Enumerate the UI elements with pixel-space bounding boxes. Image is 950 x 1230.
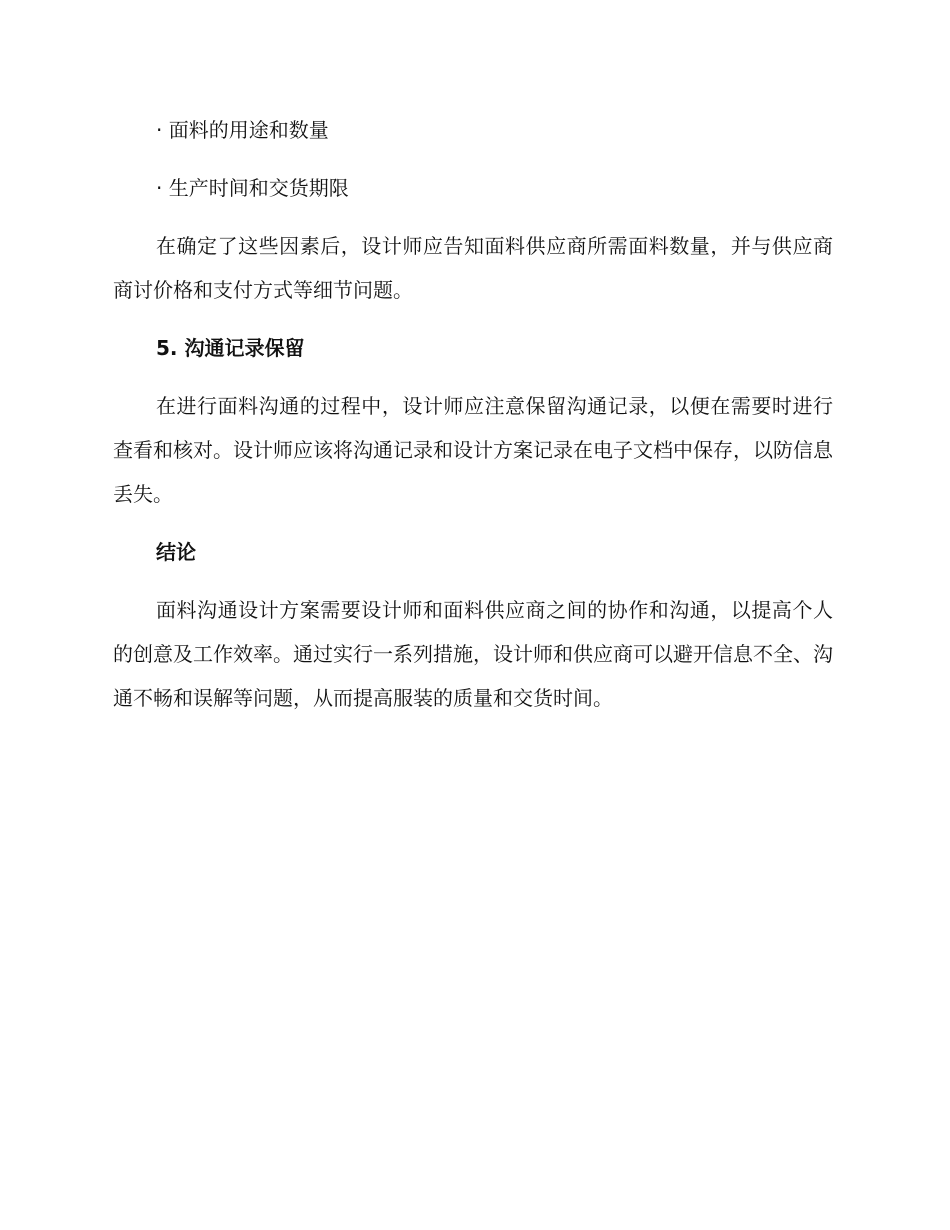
paragraph-conclusion: 面料沟通设计方案需要设计师和面料供应商之间的协作和沟通，以提高个人的创意及工作效率。通过实行一系列措施，设计师和供应商可以避开信息不全、沟通不畅和误解等问题，从而提高服装的质量和交货时间。 xyxy=(113,598,833,710)
paragraph-communication-records: 在进行面料沟通的过程中，设计师应注意保留沟通记录，以便在需要时进行查看和核对。设计师应该将沟通记录和设计方案记录在电子文档中保存，以防信息丢失。 xyxy=(113,394,833,506)
document-body xyxy=(113,108,833,734)
bullet-item-usage-quantity: · 面料的用途和数量 xyxy=(156,118,329,142)
paragraph-supplier-pricing: 在确定了这些因素后，设计师应告知面料供应商所需面料数量，并与供应商商讨价格和支付方式等细节问题。 xyxy=(113,234,833,302)
bullet-item-production-delivery: · 生产时间和交货期限 xyxy=(156,176,349,200)
section-heading-communication-records: 5. 沟通记录保留 xyxy=(156,336,305,360)
section-heading-conclusion: 结论 xyxy=(156,540,196,564)
